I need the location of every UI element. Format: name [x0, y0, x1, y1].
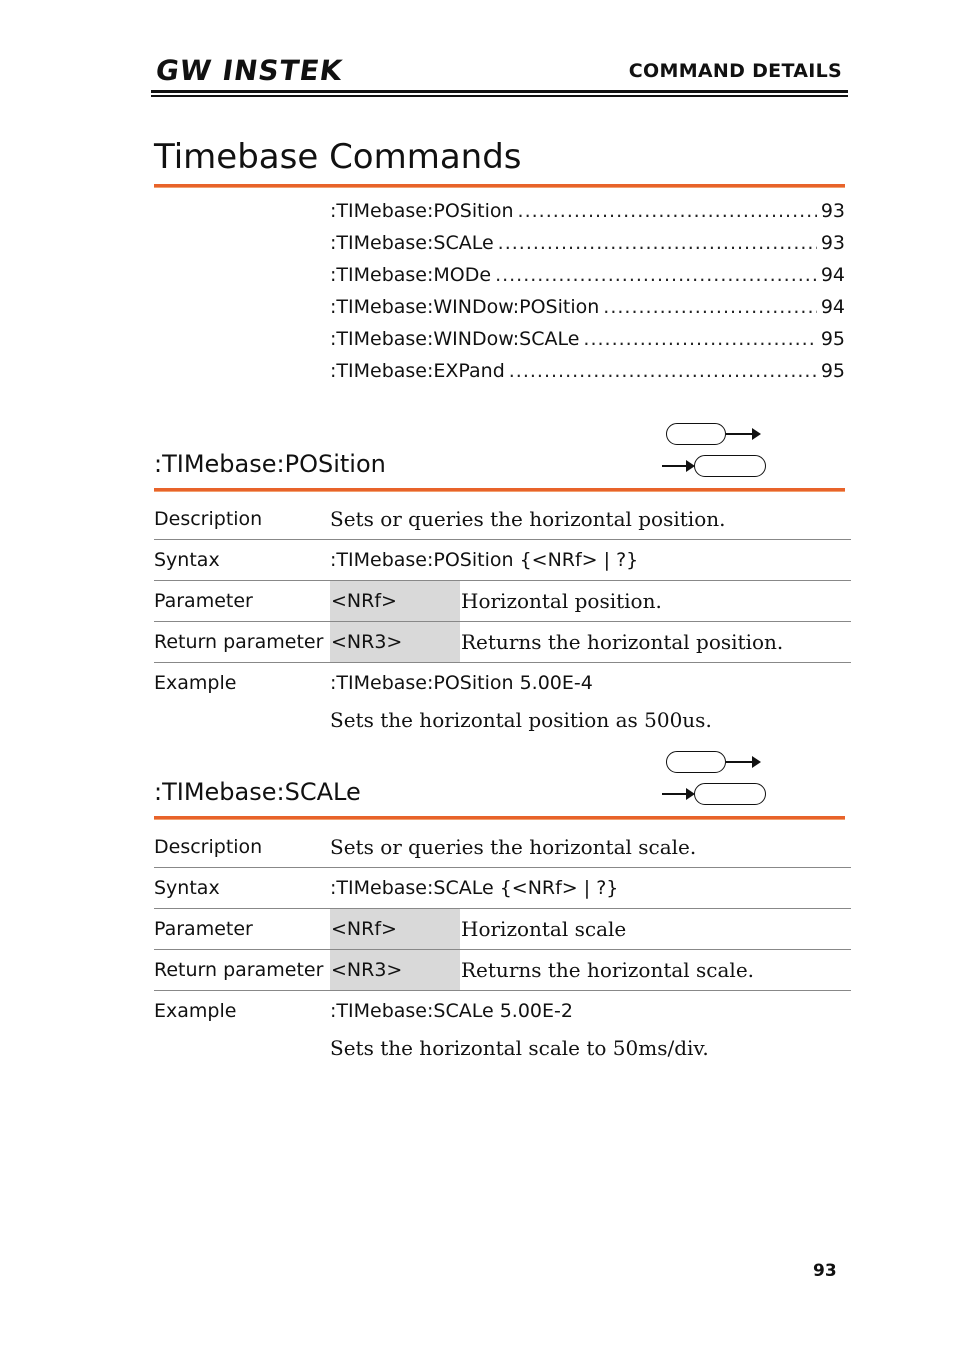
table-of-contents — [330, 200, 845, 392]
header-rule — [151, 90, 848, 93]
parameter-desc: Horizontal scale — [461, 917, 627, 941]
return-type-cell — [330, 622, 460, 662]
table-row — [154, 581, 851, 622]
table-row — [154, 703, 851, 739]
section-underline — [154, 488, 845, 492]
return-type: <NR3> — [331, 959, 403, 981]
title-underline — [154, 184, 845, 188]
return-label: Return parameter — [154, 631, 324, 653]
header-rule-thin — [151, 95, 848, 97]
description-label: Description — [154, 508, 263, 530]
description-label: Description — [154, 836, 263, 858]
toc-entry[interactable] — [330, 360, 845, 392]
toc-entry[interactable] — [330, 232, 845, 264]
parameter-label: Parameter — [154, 918, 253, 940]
description-text: Sets or queries the horizontal scale. — [330, 835, 697, 859]
example-label: Example — [154, 672, 237, 694]
example-desc: Sets the horizontal scale to 50ms/div. — [330, 1036, 709, 1060]
example-label: Example — [154, 1000, 237, 1022]
table-row — [154, 540, 851, 581]
table-row — [154, 827, 851, 868]
toc-entry[interactable] — [330, 328, 845, 360]
table-row — [154, 991, 851, 1031]
parameter-desc: Horizontal position. — [461, 589, 662, 613]
example-desc: Sets the horizontal position as 500us. — [330, 708, 712, 732]
toc-entry-page: 93 — [820, 232, 845, 254]
toc-entry-page: 94 — [820, 296, 845, 318]
toc-entry-name: :TIMebase:MODe — [330, 264, 492, 286]
toc-entry[interactable] — [330, 296, 845, 328]
command-table-scale — [154, 827, 851, 1067]
toc-entry[interactable] — [330, 264, 845, 296]
toc-leader — [518, 200, 817, 222]
toc-entry-name: :TIMebase:WINDow:POSition — [330, 296, 600, 318]
example-command: :TIMebase:SCALe 5.00E-2 — [330, 1000, 573, 1022]
command-table-position — [154, 499, 851, 739]
table-row — [154, 950, 851, 991]
syntax-label: Syntax — [154, 877, 220, 899]
syntax-text: :TIMebase:SCALe {<NRf> | ?} — [330, 877, 619, 899]
toc-entry-page: 93 — [820, 200, 845, 222]
toc-leader — [495, 264, 817, 286]
toc-entry-name: :TIMebase:POSition — [330, 200, 514, 222]
table-row — [154, 499, 851, 540]
table-row — [154, 868, 851, 909]
table-row — [154, 1031, 851, 1067]
header-section-title: COMMAND DETAILS — [628, 60, 842, 82]
page-number: 93 — [813, 1261, 837, 1281]
syntax-text: :TIMebase:POSition {<NRf> | ?} — [330, 549, 639, 571]
table-row — [154, 663, 851, 703]
toc-leader — [583, 328, 816, 350]
return-desc: Returns the horizontal position. — [461, 630, 784, 654]
toc-entry-name: :TIMebase:EXPand — [330, 360, 505, 382]
syntax-label: Syntax — [154, 549, 220, 571]
parameter-type: <NRf> — [331, 918, 397, 940]
example-command: :TIMebase:POSition 5.00E-4 — [330, 672, 593, 694]
parameter-type-cell — [330, 909, 460, 949]
toc-leader — [603, 296, 817, 318]
toc-entry-name: :TIMebase:WINDow:SCALe — [330, 328, 580, 350]
toc-entry-page: 94 — [820, 264, 845, 286]
toc-entry-page: 95 — [820, 360, 845, 382]
toc-entry-page: 95 — [820, 328, 845, 350]
gw-instek-logo: GW INSTEK — [153, 54, 345, 87]
return-type-cell — [330, 950, 460, 990]
parameter-label: Parameter — [154, 590, 253, 612]
section-title-position: :TIMebase:POSition — [154, 450, 386, 478]
parameter-type: <NRf> — [331, 590, 397, 612]
set-query-icon — [660, 420, 770, 480]
set-query-icon — [660, 748, 770, 808]
toc-entry-name: :TIMebase:SCALe — [330, 232, 494, 254]
parameter-type-cell — [330, 581, 460, 621]
description-text: Sets or queries the horizontal position. — [330, 507, 726, 531]
section-underline — [154, 816, 845, 820]
toc-leader — [509, 360, 817, 382]
section-title-scale: :TIMebase:SCALe — [154, 778, 361, 806]
return-desc: Returns the horizontal scale. — [461, 958, 755, 982]
toc-leader — [498, 232, 817, 254]
table-row — [154, 622, 851, 663]
table-row — [154, 909, 851, 950]
return-type: <NR3> — [331, 631, 403, 653]
return-label: Return parameter — [154, 959, 324, 981]
toc-entry[interactable] — [330, 200, 845, 232]
page-title: Timebase Commands — [154, 137, 522, 177]
